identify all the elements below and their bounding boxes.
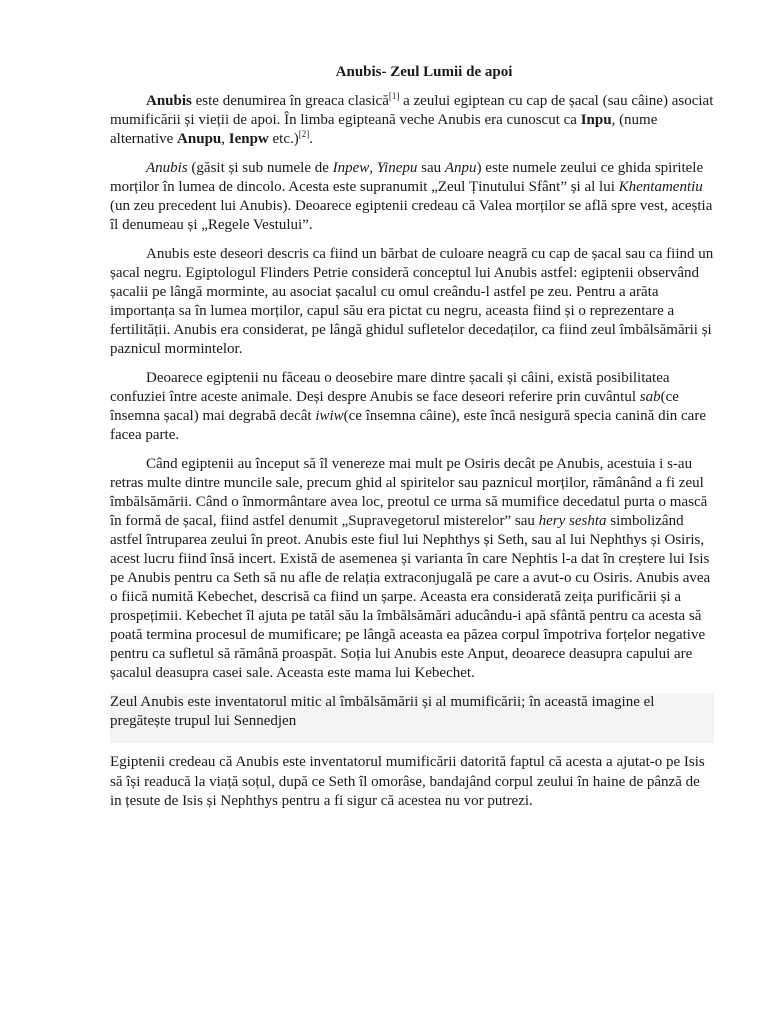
- paragraph-names: [110, 159, 714, 235]
- paragraph-text: (ce însemna șacal) mai degrabă decât: [110, 389, 679, 424]
- paragraph-text: sau: [417, 160, 445, 176]
- term-anubis: Anubis: [146, 93, 192, 109]
- term-anupu: Anupu: [177, 131, 222, 147]
- paragraph-jackal-dog: [110, 369, 714, 445]
- paragraph-text: simbolizând astfel întruparea zeului în preot. Anubis este fiul lui Nephthys și Seth, sau al lui Nephthys și Osiris, acest lucru fiind însă incert. Există de asemenea și varianta în care Nephtis l-a dat în creștere lui Isis pe Anubis pentru ca Seth să nu afle de relația extraconjugală pe care a avut-o cu Osiris. Anubis avea o fiică numită Kebechet, descrisă ca fiind un șarpe. Aceasta era considerată zeița purificării și a prospețimii. Kebechet îl ajuta pe tatăl său la îmbălsămări aducându-i apă sfântă pentru ca acesta să poată termina procesul de mumificare; pe lângă aceasta ea păzea corpul împotriva forțelor negative pentru ca sufletul să rămână proaspăt. Soția lui Anubis este Anput, deoarece deasupra capului are șacalul deasupra casei sale. Aceasta este mama lui Kebechet.: [110, 513, 711, 681]
- paragraph-mummification: Egiptenii credeau că Anubis este inventatorul mumificării datorită faptul că acesta a ajutat-o pe Isis să își readucă la viață soțul, după ce Seth îl omorâse, bandajând corpul zeului în haine de pânză de in țesute de Isis și Nephthys pentru a fi sigur că acestea nu vor putrezi.: [110, 754, 705, 809]
- paragraph-text: (un zeu precedent lui Anubis). Deoarece egiptenii credeau că Valea morților se află spre vest, aceștia îl denumeau și „Regele Vestului”.: [110, 198, 713, 233]
- paragraph-text: Când egiptenii au început să îl venereze mai mult pe Osiris decât pe Anubis, acestuia i s-au retras multe dintre muncile sale, precum ghid al spiritelor sau paznicul morților, rămânând a fi zeul îmbălsămării. Când o înmormântare avea loc, preotul ce urma să mumifice decedatul purta o mască în formă de șacal, fiind astfel denumit „Supravegetorul misterelor” sau: [110, 456, 708, 529]
- paragraph-text: etc.): [268, 131, 299, 147]
- paragraph-text: este denumirea în greaca clasică: [191, 93, 389, 109]
- paragraph-osiris: [110, 455, 714, 683]
- term-inpew: Inpew: [332, 160, 370, 176]
- paragraph-text: a zeului egiptean cu cap de șacal (sau câine) asociat mumificării și vieții de apoi. În limba egipteană veche Anubis era cunoscut ca: [110, 93, 714, 128]
- paragraph-text: , (nume alternative: [110, 112, 658, 147]
- term-hery-seshta: hery seshta: [538, 513, 607, 529]
- paragraph-text: .: [309, 131, 313, 147]
- term-iwiw: iwiw: [315, 408, 344, 424]
- paragraph-intro: [110, 92, 714, 149]
- document-page: [110, 62, 714, 812]
- document-title: Anubis- Zeul Lumii de apoi: [335, 64, 513, 80]
- term-yinepu: Yinepu: [376, 160, 418, 176]
- term-sab: sab: [639, 389, 661, 405]
- term-ienpw: Ienpw: [228, 131, 269, 147]
- paragraph-text: (găsit și sub numele de: [187, 160, 333, 176]
- paragraph-description: Anubis este deseori descris ca fiind un bărbat de culoare neagră cu cap de șacal sau ca fiind un șacal negru. Egiptologul Flinders Petrie consideră conceptul lui Anubis astfel: egiptenii observând șacalii pe lângă morminte, au asociat șacalul cu omul creându-l astfel pe zeu. Pentru a arăta importanța sa în lumea morților, capul său era pictat cu negru, aceasta fiind și o reprezentare a fertilității. Anubis era considerat, pe lângă ghidul sufletelor decedaților, ca fiind zeul îmbălsămării și paznicul mormintelor.: [110, 246, 714, 357]
- term-anubis-italic: Anubis: [146, 160, 188, 176]
- paragraph-text: Deoarece egiptenii nu făceau o deosebire mare dintre șacali și câini, există posibilitatea confuziei între aceste animale. Deși despre Anubis se face deseori referire prin cuvântul: [110, 370, 670, 405]
- term-inpu: Inpu: [580, 112, 612, 128]
- paragraph-text: ,: [369, 160, 377, 176]
- reference-link-2[interactable]: [2]: [298, 129, 310, 139]
- term-khentamentiu: Khentamentiu: [618, 179, 703, 195]
- term-anpu: Anpu: [444, 160, 477, 176]
- paragraph-text: ,: [221, 131, 229, 147]
- paragraph-text: (ce însemna câine), este încă nesigură specia canină din care facea parte.: [110, 408, 706, 443]
- image-caption: Zeul Anubis este inventatorul mitic al îmbălsămării și al mumificării; în această imagine el pregătește trupul lui Sennedjen: [110, 693, 714, 743]
- reference-link-1[interactable]: [1]: [388, 91, 400, 101]
- paragraph-text: ) este numele zeului ce ghida spiritele morților în lumea de dincolo. Acesta este supranumit „Zeul Ținutului Sfânt” și al lui: [110, 160, 704, 195]
